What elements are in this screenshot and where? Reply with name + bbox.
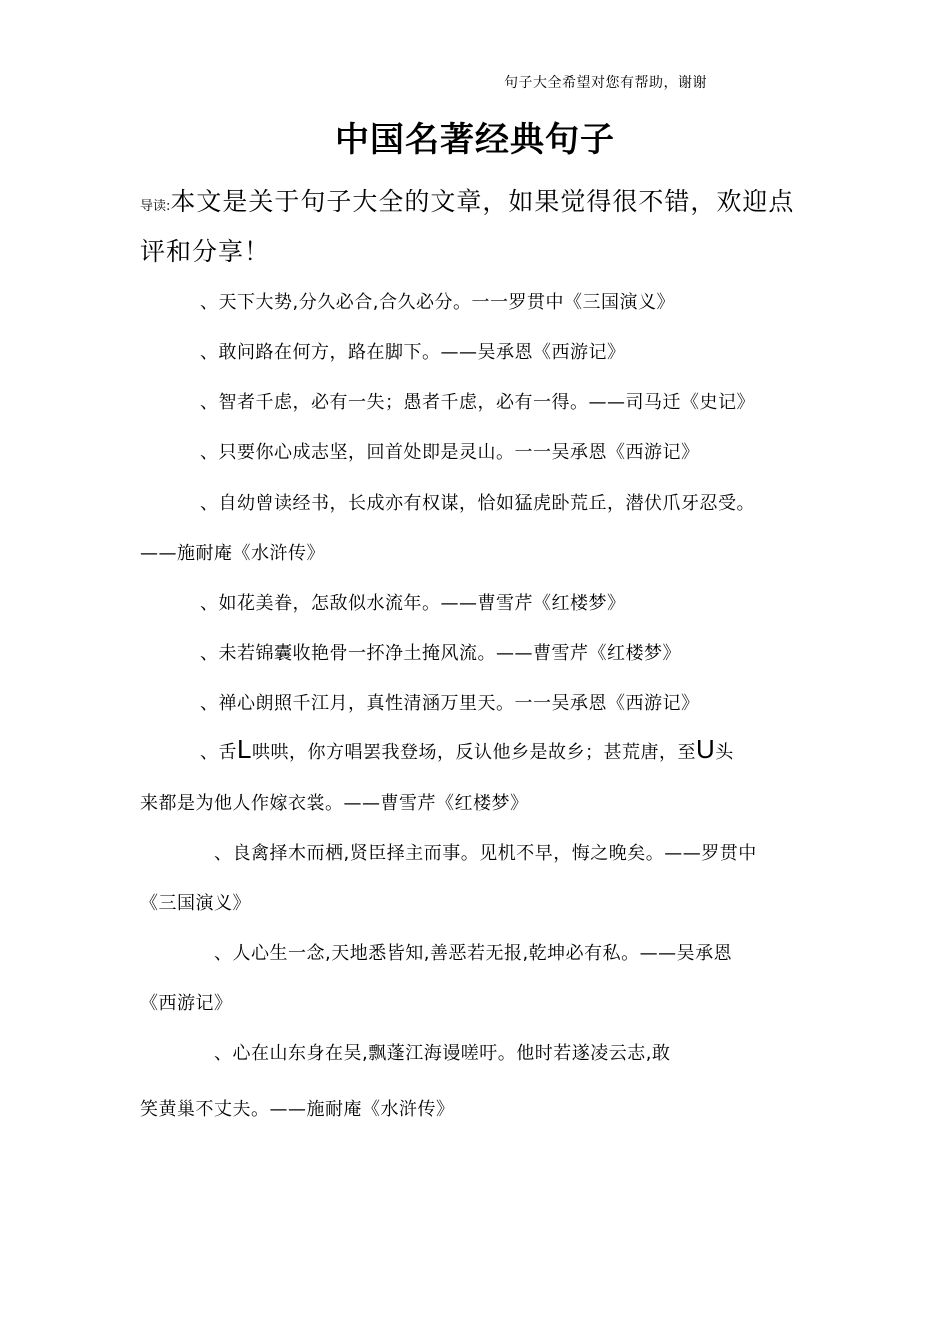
quote-letter: U <box>695 734 716 764</box>
quote-line-continued: 《西游记》 <box>140 993 233 1014</box>
page-title: 中国名著经典句子 <box>335 120 615 160</box>
quote-line: 、心在山东身在吴,飘蓬江海谩嗟吁。他时若遂凌云志,敢 <box>214 1043 671 1064</box>
quote-line-continued: 来都是为他人作嫁衣裳。——曹雪芹《红楼梦》 <box>140 793 529 814</box>
quote-line-continued: 《三国演义》 <box>140 893 251 914</box>
quote-line: 、人心生一念,天地悉皆知,善恶若无报,乾坤必有私。——吴承恩 <box>214 943 733 964</box>
intro-text-line-1: 本文是关于句子大全的文章，如果觉得很不错，欢迎点 <box>170 187 795 216</box>
quote-fragment: 头 <box>715 742 734 763</box>
quote-line-continued: 笑黄巢不丈夫。——施耐庵《水浒传》 <box>140 1099 455 1120</box>
intro-label: 导读: <box>140 199 171 214</box>
quote-line: 、良禽择木而栖,贤臣择主而事。见机不早，悔之晚矣。——罗贯中 <box>214 843 757 864</box>
intro-text-line-2: 评和分享！ <box>140 237 271 266</box>
quote-line: 、智者千虑，必有一失；愚者千虑，必有一得。——司马迁《史记》 <box>200 392 755 413</box>
quote-line: 、禅心朗照千江月，真性清涵万里天。一一吴承恩《西游记》 <box>200 693 700 714</box>
quote-line-continued: ——施耐庵《水浒传》 <box>140 543 325 564</box>
quote-line: 、敢问路在何方，路在脚下。——吴承恩《西游记》 <box>200 342 626 363</box>
header-note: 句子大全希望对您有帮助，谢谢 <box>504 75 707 91</box>
intro-line-1 <box>140 182 794 218</box>
quote-fragment: 、舌 <box>200 742 237 763</box>
quote-fragment: 哄哄，你方唱罢我登场，反认他乡是故乡；甚荒唐，至 <box>251 742 696 763</box>
quote-line: 、自幼曾读经书，长成亦有权谋，恰如猛虎卧荒丘，潜伏爪牙忍受。 <box>200 493 755 514</box>
quote-line: 、天下大势,分久必合,合久必分。一一罗贯中《三国演义》 <box>200 292 675 313</box>
quote-line: 、只要你心成志坚，回首处即是灵山。一一吴承恩《西游记》 <box>200 442 700 463</box>
quote-line <box>200 734 734 765</box>
quote-line: 、未若锦囊收艳骨一抔净土掩风流。——曹雪芹《红楼梦》 <box>200 643 681 664</box>
quote-line: 、如花美眷，怎敌似水流年。——曹雪芹《红楼梦》 <box>200 593 626 614</box>
quote-letter: L <box>237 734 252 764</box>
